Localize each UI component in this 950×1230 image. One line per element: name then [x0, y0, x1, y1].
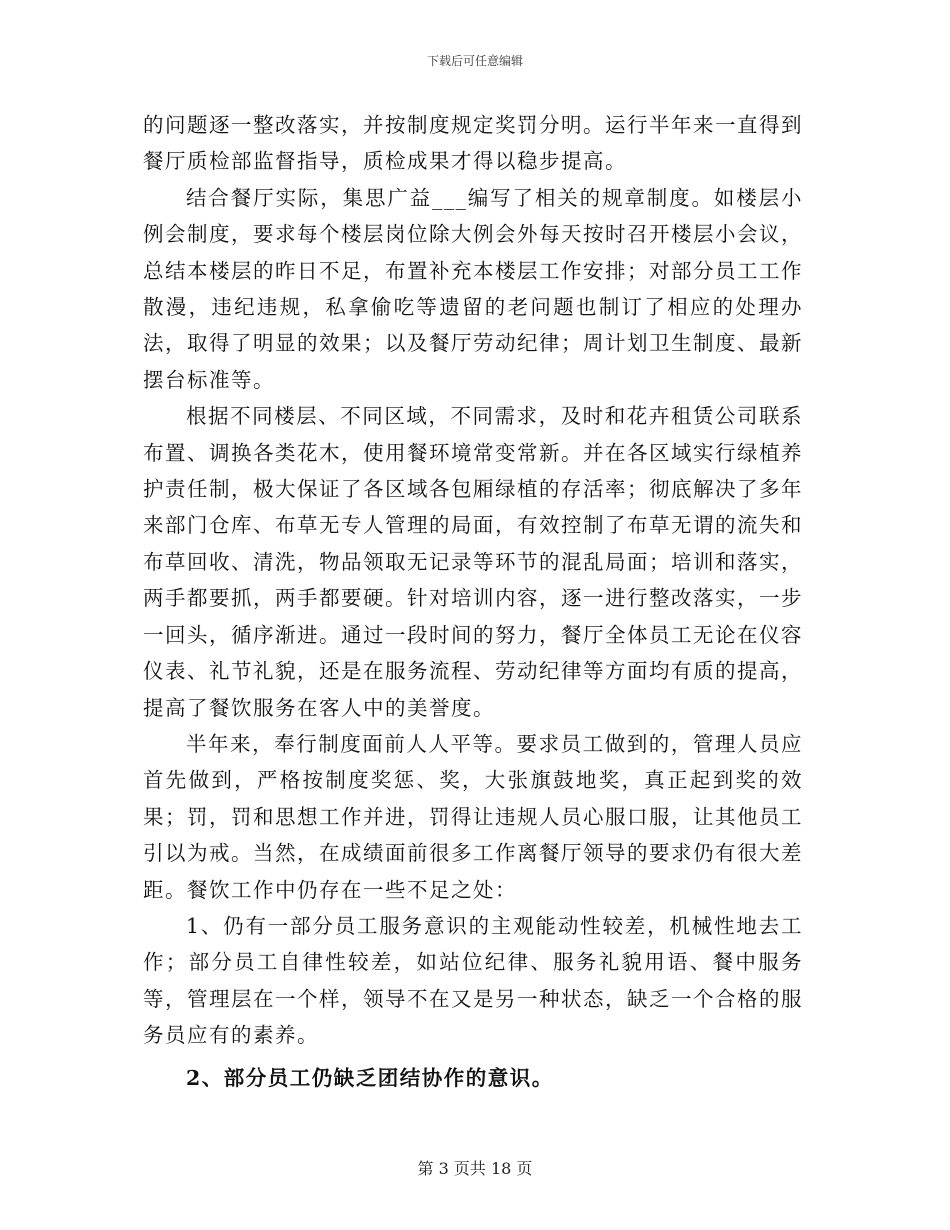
- paragraph-continuation: 的问题逐一整改落实，并按制度规定奖罚分明。运行半年来一直得到餐厅质检部监督指导，质检成果才得以稳步提高。: [143, 113, 803, 174]
- page-header: 下载后可任意编辑: [426, 54, 523, 68]
- paragraph-rewards-penalties: 半年来，奉行制度面前人人平等。要求员工做到的，管理人员应首先做到，严格按制度奖惩、奖，大张旗鼓地奖，真正起到奖的效果；罚，罚和思想工作并进，罚得让违规人员心服口服，让其他员工引以为戒。当然，在成绩面前很多工作离餐厅领导的要求仍有很大差距。餐饮工作中仍存在一些不足之处：: [143, 731, 803, 902]
- paragraph-shortcoming-1: 1、仍有一部分员工服务意识的主观能动性较差，机械性地去工作；部分员工自律性较差，如站位纪律、服务礼貌用语、餐中服务等，管理层在一个样，领导不在又是另一种状态，缺乏一个合格的服务员应有的素养。: [143, 913, 803, 1048]
- paragraph-environment-training: 根据不同楼层、不同区域，不同需求，及时和花卉租赁公司联系布置、调换各类花木，使用餐环境常变常新。并在各区域实行绿植养护责任制，极大保证了各区域各包厢绿植的存活率；彻底解决了多年来部门仓库、布草无专人管理的局面，有效控制了布草无谓的流失和布草回收、清洗，物品领取无记录等环节的混乱局面；培训和落实，两手都要抓，两手都要硬。针对培训内容，逐一进行整改落实，一步一回头，循序渐进。通过一段时间的努力，餐厅全体员工无论在仪容仪表、礼节礼貌，还是在服务流程、劳动纪律等方面均有质的提高，提高了餐饮服务在客人中的美誉度。: [143, 404, 803, 720]
- paragraph-shortcoming-2: 2、部分员工仍缺乏团结协作的意识。: [186, 1065, 554, 1090]
- document-body: [143, 107, 803, 1096]
- page-footer: 第 3 页共 18 页: [417, 1159, 533, 1178]
- paragraph-regulations: 结合餐厅实际，集思广益___编写了相关的规章制度。如楼层小例会制度，要求每个楼层岗位除大例会外每天按时召开楼层小会议，总结本楼层的昨日不足，布置补充本楼层工作安排；对部分员工工作散漫，违纪违规，私拿偷吃等遗留的老问题也制订了相应的处理办法，取得了明显的效果；以及餐厅劳动纪律；周计划卫生制度、最新摆台标准等。: [143, 185, 803, 392]
